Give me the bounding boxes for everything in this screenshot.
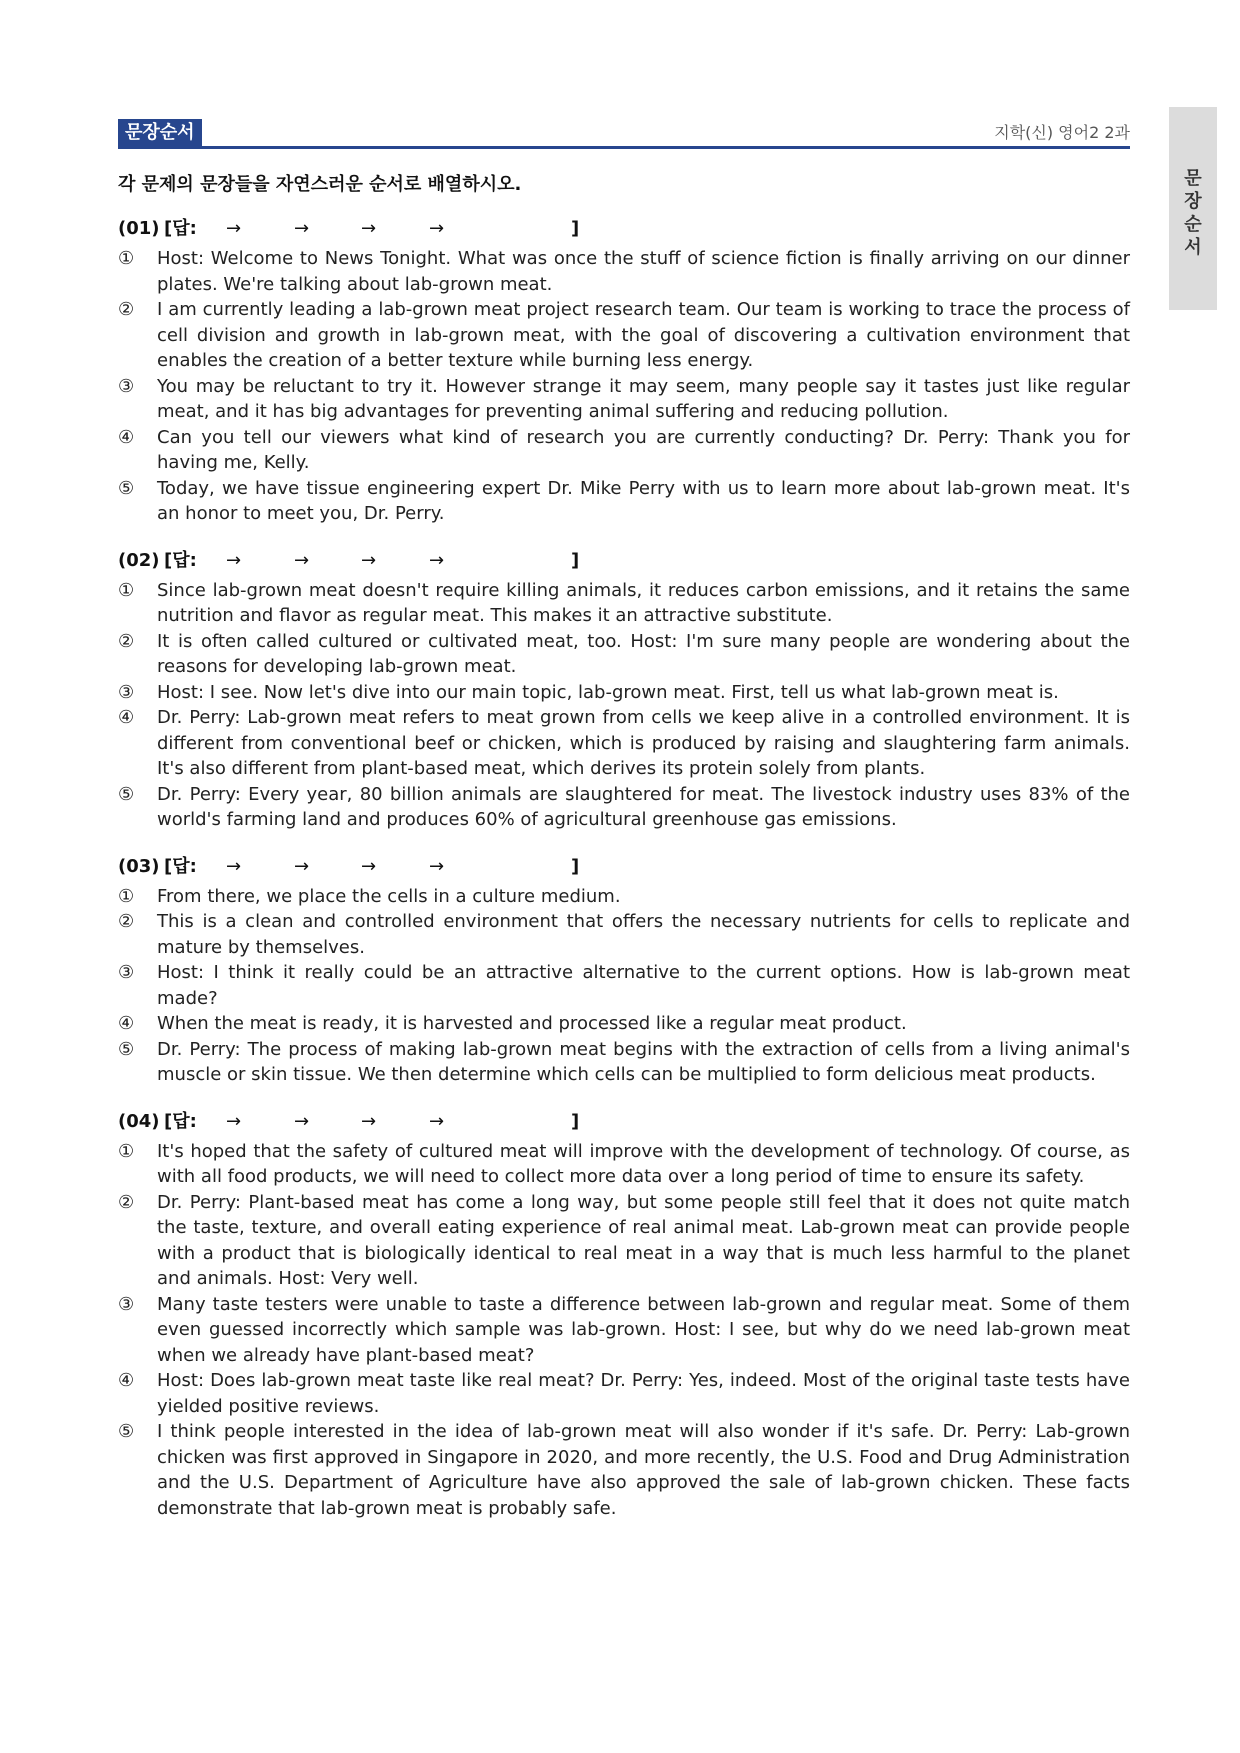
sentence-item <box>118 1139 1130 1190</box>
sentence-marker: ③ <box>118 681 135 703</box>
arrow-icon: → <box>429 218 445 239</box>
sentence-item <box>118 1190 1130 1292</box>
sentence-text: I think people interested in the idea of lab-grown meat will also wonder if it's safe. Dr. Perry: Lab-grown chicken was first approved in Singapore in 2020, and more recently, the U.S. Food and Drug Administration and the U.S. Department of Agriculture have also approved the sale of lab-grown chicken. These facts demonstrate that lab-grown meat is probably safe. <box>157 1421 1130 1519</box>
sentence-marker: ① <box>118 885 135 907</box>
answer-close-bracket: ] <box>571 218 580 239</box>
sentence-item <box>118 374 1130 425</box>
sentence-text: When the meat is ready, it is harvested and processed like a regular meat product. <box>157 1013 907 1034</box>
side-tab-label: 문장순서 <box>1184 168 1202 258</box>
sentence-item <box>118 629 1130 680</box>
sentence-marker: ④ <box>118 426 135 448</box>
sentence-list <box>118 1139 1130 1522</box>
sentence-marker: ⑤ <box>118 1421 135 1442</box>
arrow-icon: → <box>429 855 445 877</box>
sentence-item <box>118 884 1130 910</box>
sentence-item <box>118 1368 1130 1419</box>
sentence-text: Host: Does lab-grown meat taste like real meat? Dr. Perry: Yes, indeed. Most of the original taste tests have yielded positive reviews. <box>157 1370 1130 1417</box>
answer-close-bracket: ] <box>571 855 580 877</box>
question-number: (04) <box>118 1110 160 1132</box>
arrow-icon: → <box>226 855 242 877</box>
sentence-text: Dr. Perry: Every year, 80 billion animals are slaughtered for meat. The livestock industry uses 83% of the world's farming land and produces 60% of agricultural greenhouse gas emissions. <box>157 783 1130 830</box>
sentence-text: Host: Welcome to News Tonight. What was once the stuff of science fiction is finally arriving on our dinner plates. We're talking about lab-grown meat. <box>157 248 1130 295</box>
arrow-icon: → <box>226 549 242 571</box>
sentence-list <box>118 578 1130 833</box>
answer-label: [답: <box>164 218 197 239</box>
arrow-icon: → <box>361 218 377 239</box>
sentence-item <box>118 297 1130 374</box>
answer-close-bracket: ] <box>571 1110 580 1132</box>
sentence-item <box>118 680 1130 706</box>
answer-close-bracket: ] <box>571 549 580 571</box>
sentence-item <box>118 705 1130 782</box>
question-block <box>118 1109 1130 1522</box>
sentence-marker: ⑤ <box>118 477 135 499</box>
arrow-icon: → <box>226 218 242 239</box>
sentence-list <box>118 884 1130 1088</box>
sentence-marker: ② <box>118 299 135 320</box>
sentence-item <box>118 476 1130 527</box>
sentence-marker: ① <box>118 248 135 269</box>
sentence-marker: ④ <box>118 1370 135 1391</box>
answer-line <box>118 854 1130 880</box>
arrow-icon: → <box>429 1110 445 1132</box>
arrow-icon: → <box>361 855 377 877</box>
sentence-marker: ① <box>118 579 135 601</box>
arrow-icon: → <box>294 1110 310 1132</box>
sentence-text: This is a clean and controlled environment that offers the necessary nutrients for cells to replicate and mature by themselves. <box>157 911 1130 958</box>
arrow-icon: → <box>361 549 377 571</box>
answer-label: [답: <box>164 855 197 877</box>
answer-label: [답: <box>164 1110 197 1132</box>
question-number: (02) <box>118 549 160 571</box>
question-number: (03) <box>118 855 160 877</box>
sentence-marker: ③ <box>118 1293 135 1315</box>
sentence-item <box>118 909 1130 960</box>
sentence-marker: ⑤ <box>118 1038 135 1060</box>
question-block <box>118 216 1130 527</box>
page-header <box>118 119 1130 149</box>
sentence-marker: ③ <box>118 962 135 983</box>
sentence-text: Since lab-grown meat doesn't require killing animals, it reduces carbon emissions, and it retains the same nutrition and flavor as regular meat. This makes it an attractive substitute. <box>157 579 1130 626</box>
question-block <box>118 854 1130 1088</box>
arrow-icon: → <box>429 549 445 571</box>
sentence-item <box>118 1419 1130 1521</box>
sentence-item <box>118 1037 1130 1088</box>
sentence-text: Dr. Perry: Plant-based meat has come a long way, but some people still feel that it does not quite match the taste, texture, and overall eating experience of real animal meat. Lab-grown meat can provide people with a product that is biologically identical to real meat in a way that is much less harmful to the planet and animals. Host: Very well. <box>157 1191 1130 1289</box>
sentence-item <box>118 578 1130 629</box>
sentence-marker: ④ <box>118 1013 135 1034</box>
sentence-text: Many taste testers were unable to taste a difference between lab-grown and regular meat. Some of them even guessed incorrectly which sample was lab-grown. Host: I see, but why do we need lab-grown meat when we already have plant-based meat? <box>157 1293 1130 1366</box>
sentence-item <box>118 782 1130 833</box>
question-list <box>118 216 1130 1542</box>
answer-line <box>118 216 1130 242</box>
sentence-item <box>118 425 1130 476</box>
arrow-icon: → <box>361 1110 377 1132</box>
arrow-icon: → <box>294 218 310 239</box>
sentence-marker: ④ <box>118 707 135 728</box>
sentence-text: Today, we have tissue engineering expert Dr. Mike Perry with us to learn more about lab-grown meat. It's an honor to meet you, Dr. Perry. <box>157 477 1130 524</box>
instruction-text: 각 문제의 문장들을 자연스러운 순서로 배열하시오. <box>118 174 522 195</box>
sentence-text: From there, we place the cells in a culture medium. <box>157 885 621 907</box>
sentence-text: It is often called cultured or cultivated meat, too. Host: I'm sure many people are wondering about the reasons for developing lab-grown meat. <box>157 630 1130 677</box>
sentence-text: Dr. Perry: The process of making lab-grown meat begins with the extraction of cells from a living animal's muscle or skin tissue. We then determine which cells can be multiplied to form delicious meat products. <box>157 1038 1130 1085</box>
question-block <box>118 548 1130 833</box>
sentence-marker: ② <box>118 911 135 932</box>
course-label: 지학(신) 영어2 2과 <box>994 123 1130 142</box>
sentence-marker: ① <box>118 1140 135 1162</box>
sentence-item <box>118 246 1130 297</box>
answer-label: [답: <box>164 549 197 571</box>
answer-line <box>118 1109 1130 1135</box>
sentence-marker: ② <box>118 630 135 652</box>
section-label: 문장순서 <box>118 119 202 146</box>
question-number: (01) <box>118 218 160 239</box>
sentence-marker: ⑤ <box>118 783 135 805</box>
sentence-item <box>118 960 1130 1011</box>
arrow-icon: → <box>226 1110 242 1132</box>
sentence-list <box>118 246 1130 527</box>
sentence-text: Host: I see. Now let's dive into our main topic, lab-grown meat. First, tell us what lab-grown meat is. <box>157 681 1059 703</box>
sentence-item <box>118 1292 1130 1369</box>
sentence-text: Host: I think it really could be an attractive alternative to the current options. How is lab-grown meat made? <box>157 962 1130 1009</box>
arrow-icon: → <box>294 855 310 877</box>
sentence-marker: ② <box>118 1191 135 1213</box>
side-tab <box>1169 107 1217 310</box>
sentence-text: Dr. Perry: Lab-grown meat refers to meat grown from cells we keep alive in a controlled environment. It is different from conventional beef or chicken, which is produced by raising and slaughtering farm animals. It's also different from plant-based meat, which derives its protein solely from plants. <box>157 707 1130 779</box>
sentence-text: Can you tell our viewers what kind of research you are currently conducting? Dr. Perry: Thank you for having me, Kelly. <box>157 426 1130 473</box>
sentence-item <box>118 1011 1130 1037</box>
sentence-text: I am currently leading a lab-grown meat project research team. Our team is working to trace the process of cell division and growth in lab-grown meat, with the goal of discovering a cultivation environment that enables the creation of a better texture while burning less energy. <box>157 299 1130 371</box>
answer-line <box>118 548 1130 574</box>
sentence-text: It's hoped that the safety of cultured meat will improve with the development of technology. Of course, as with all food products, we will need to collect more data over a long period of time to ensure its safety. <box>157 1140 1130 1187</box>
sentence-marker: ③ <box>118 375 135 397</box>
arrow-icon: → <box>294 549 310 571</box>
sentence-text: You may be reluctant to try it. However strange it may seem, many people say it tastes just like regular meat, and it has big advantages for preventing animal suffering and reducing pollution. <box>157 375 1130 422</box>
